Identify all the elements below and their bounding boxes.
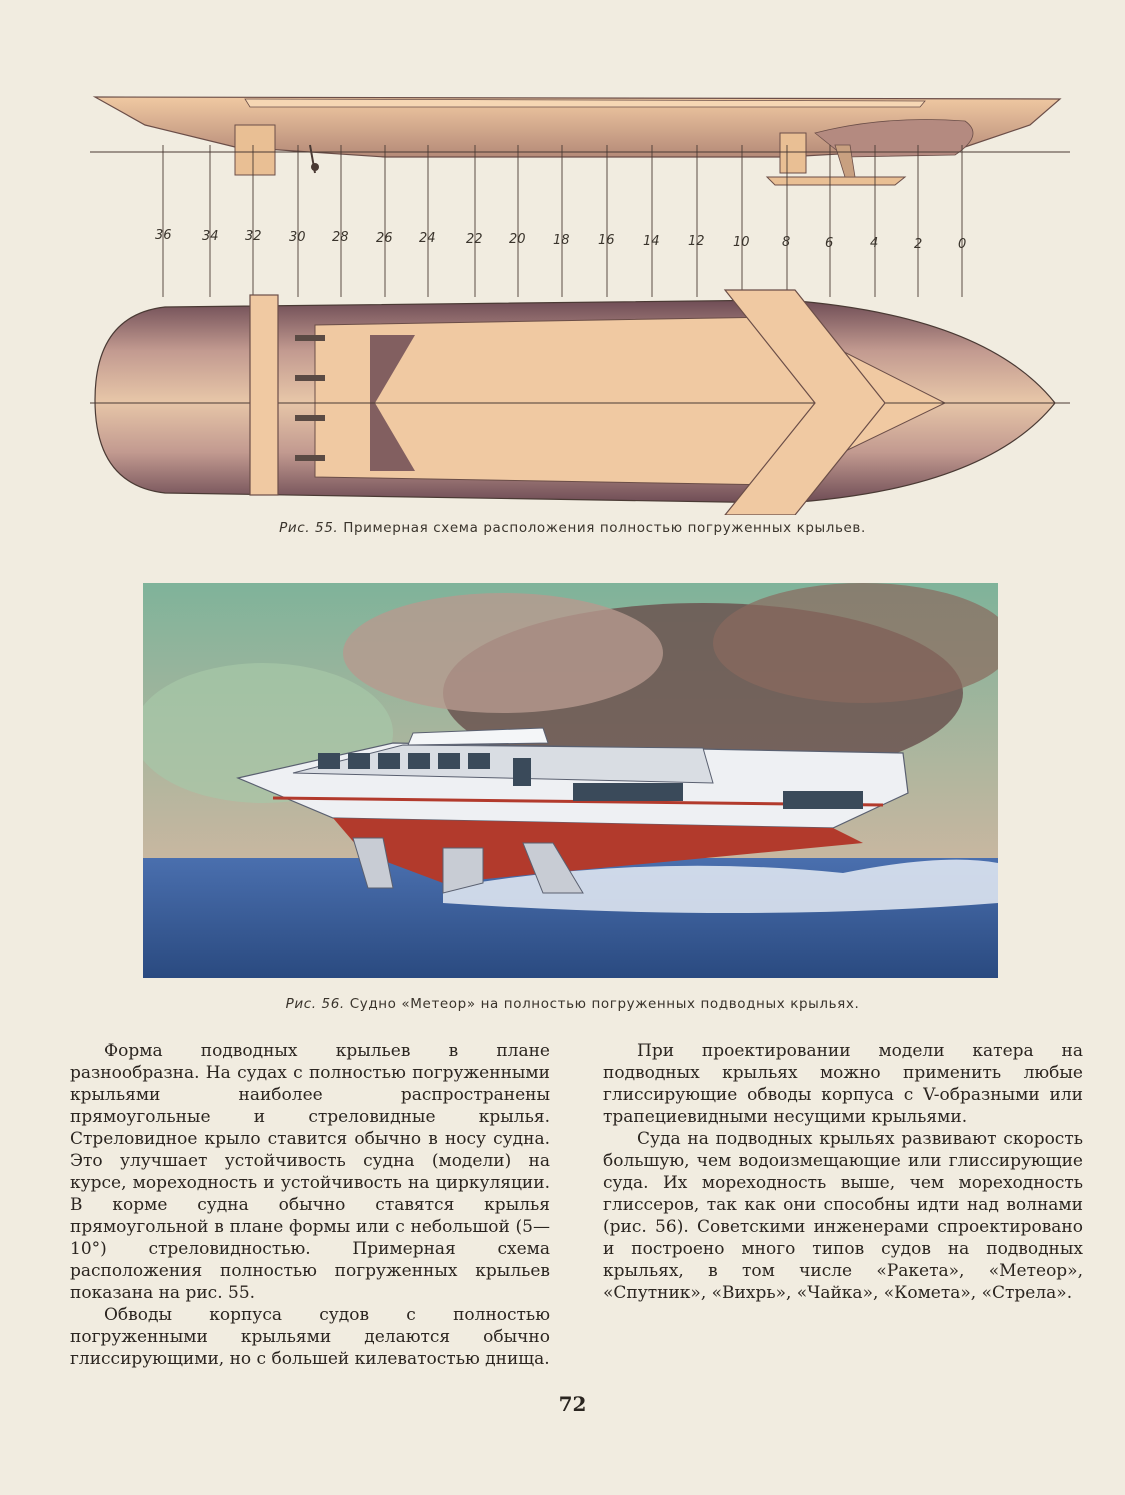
station-label: 8 bbox=[782, 235, 791, 250]
station-label: 12 bbox=[688, 234, 705, 249]
station-label: 10 bbox=[733, 235, 750, 250]
figure-55-caption bbox=[0, 520, 1125, 536]
station-label: 26 bbox=[376, 231, 393, 246]
paragraph: Обводы корпуса судов с полностью погруженными крыльями делаются обычно глиссирующими, но с большей килеватостью днища. bbox=[70, 1305, 550, 1369]
page-number: 72 bbox=[558, 1392, 587, 1416]
plan-view bbox=[90, 290, 1070, 515]
station-label: 32 bbox=[245, 229, 262, 244]
paragraph: Форма подводных крыльев в плане разнообразна. На судах с полностью погруженными крыльями наиболее распространены прямоугольные и стреловидные крылья. Стреловидное крыло ставится обычно в носу судна. Это улучшает устойчивость судна (модели) на курсе, мореходность и устойчивость на циркуляции. В корме судна обычно ставятся крылья прямоугольной в плане формы или с небольшой (5—10°) стреловидностью. Примерная схема расположения полностью погруженных крыльев показана на рис. 55. bbox=[70, 1041, 550, 1303]
meteor-ship-illustration bbox=[143, 583, 998, 978]
station-labels bbox=[155, 228, 966, 252]
text-column-right bbox=[603, 1040, 1083, 1304]
figure-55-diagram bbox=[85, 85, 1075, 515]
stern-wing bbox=[250, 295, 278, 495]
station-label: 34 bbox=[202, 229, 219, 244]
caption-prefix: Рис. 55. bbox=[279, 520, 339, 536]
station-label: 22 bbox=[466, 232, 483, 247]
station-label: 4 bbox=[870, 236, 879, 251]
station-label: 0 bbox=[958, 237, 967, 252]
caption-prefix: Рис. 56. bbox=[285, 996, 345, 1012]
caption-text: Судно «Метеор» на полностью погруженных подводных крыльях. bbox=[349, 996, 860, 1012]
station-label: 24 bbox=[419, 231, 436, 246]
station-label: 30 bbox=[289, 230, 306, 245]
station-label: 6 bbox=[825, 236, 834, 251]
caption-text: Примерная схема расположения полностью погруженных крыльев. bbox=[343, 520, 866, 536]
station-label: 28 bbox=[332, 230, 349, 245]
text-column-left bbox=[70, 1040, 550, 1370]
station-label: 16 bbox=[598, 233, 615, 248]
hull-diagram-svg bbox=[85, 85, 1075, 515]
paragraph: При проектировании модели катера на подводных крыльях можно применить любые глиссирующие обводы корпуса с V-образными или трапециевидными несущими крыльями. bbox=[603, 1041, 1083, 1127]
station-label: 14 bbox=[643, 234, 660, 249]
station-label: 36 bbox=[155, 228, 172, 243]
figure-56-caption bbox=[0, 996, 1125, 1012]
paragraph: Суда на подводных крыльях развивают скорость большую, чем водоизмещающие или глиссирующие суда. Их мореходность выше, чем мореходность глиссеров, так как они способны идти над волнами (рис. 56). Советскими инженерами спроектировано и построено много типов судов на подводных крыльях, в том числе «Ракета», «Метеор», «Спутник», «Вихрь», «Чайка», «Комета», «Стрела». bbox=[603, 1129, 1083, 1303]
side-view bbox=[90, 97, 1070, 185]
station-label: 2 bbox=[914, 237, 923, 252]
figure-56-illustration bbox=[143, 583, 998, 978]
station-label: 18 bbox=[553, 233, 570, 248]
station-label: 20 bbox=[509, 232, 526, 247]
